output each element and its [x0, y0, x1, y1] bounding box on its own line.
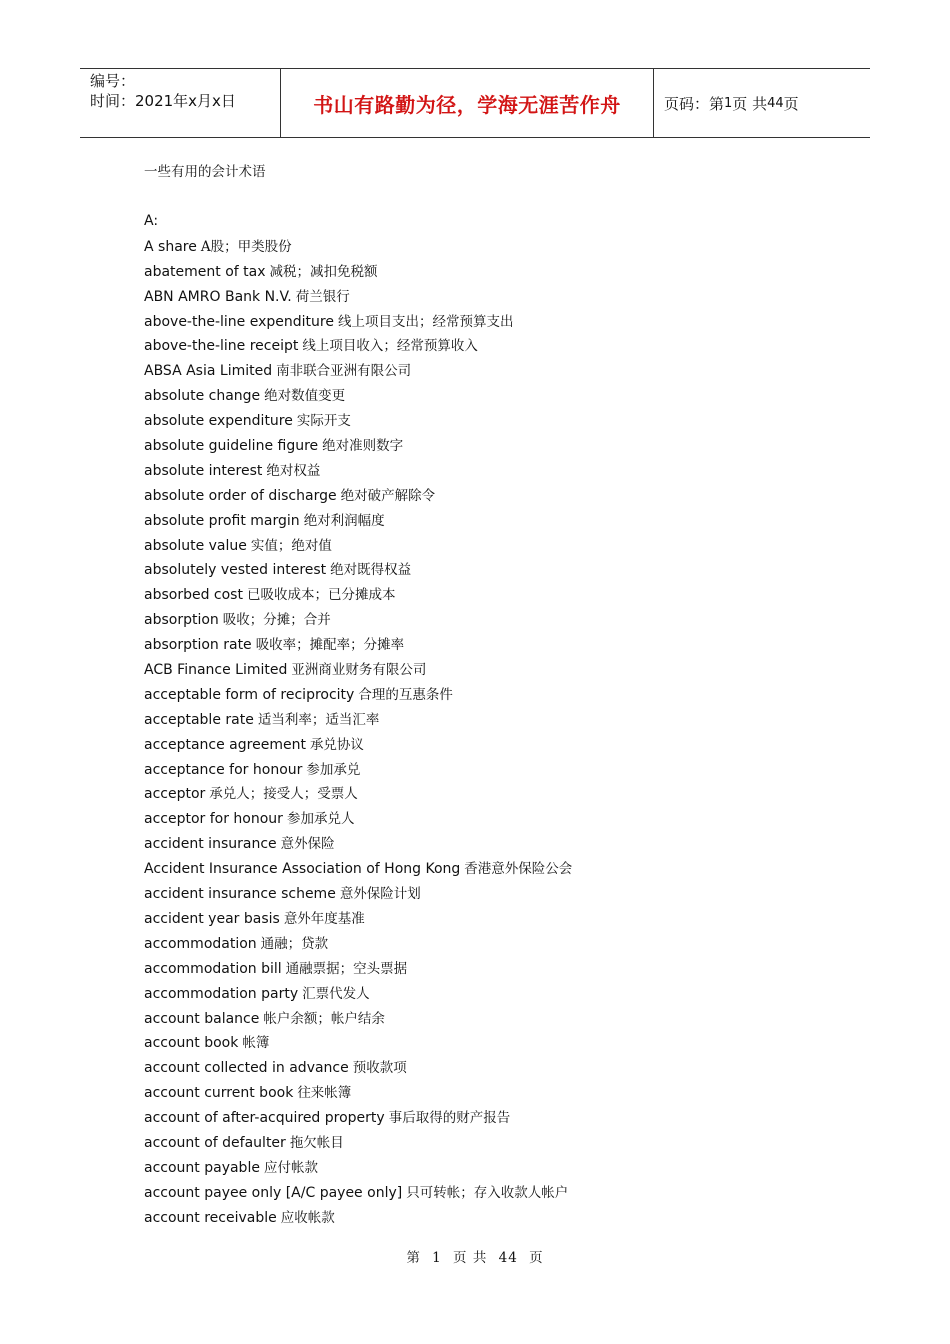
glossary-entry — [144, 831, 864, 856]
glossary-entry — [144, 358, 864, 383]
glossary-term-chinese: 线上项目收入；经常预算收入 — [302, 338, 478, 355]
glossary-term-english: account payee only [A/C payee only] — [144, 1184, 403, 1201]
header-page-mid: 页 共 — [732, 94, 768, 113]
glossary-term-chinese: 吸收；分摊；合并 — [222, 612, 331, 629]
glossary-term-chinese: 往来帐簿 — [297, 1085, 352, 1102]
glossary-term-english: abatement of tax — [144, 263, 266, 280]
glossary-term-english: account of after-acquired property — [144, 1110, 385, 1127]
glossary-term-english: absorption — [144, 612, 219, 629]
glossary-entry — [144, 408, 864, 433]
glossary-term-chinese: 适当利率；适当汇率 — [257, 711, 380, 728]
glossary-entry — [144, 657, 864, 682]
glossary-entry — [144, 1205, 864, 1230]
glossary-term-chinese: 帐簿 — [242, 1035, 270, 1052]
glossary-entry — [144, 333, 864, 358]
glossary-term-chinese: 绝对准则数字 — [322, 438, 404, 455]
glossary-term-chinese: 意外年度基准 — [283, 910, 365, 927]
glossary-term-english: ABN AMRO Bank N.V. — [144, 288, 292, 305]
footer-mid: 页 共 — [453, 1250, 488, 1266]
page-header — [80, 68, 870, 138]
glossary-entry — [144, 1130, 864, 1155]
glossary-entry — [144, 881, 864, 906]
glossary-term-chinese: 南非联合亚洲有限公司 — [276, 363, 412, 380]
glossary-entry — [144, 632, 864, 657]
glossary-term-chinese: 实值；绝对值 — [250, 537, 332, 554]
glossary-entry — [144, 1055, 864, 1080]
glossary-term-chinese: 合理的互惠条件 — [358, 686, 453, 703]
glossary-term-chinese: 参加承兑人 — [286, 811, 355, 828]
glossary-term-english: absolute order of discharge — [144, 487, 337, 504]
page-footer — [0, 1246, 950, 1266]
glossary-term-chinese: 荷兰银行 — [295, 288, 350, 305]
glossary-term-english: accident year basis — [144, 910, 280, 927]
glossary-entry — [144, 1155, 864, 1180]
glossary-term-english: absorption rate — [144, 637, 252, 654]
glossary-term-english: absolute profit margin — [144, 512, 300, 529]
glossary-entry — [144, 383, 864, 408]
glossary-term-english: absolute change — [144, 388, 261, 405]
glossary-term-english: account balance — [144, 1010, 260, 1027]
glossary-entry — [144, 1030, 864, 1055]
footer-page-total: 44 — [498, 1250, 518, 1266]
section-heading: A: — [144, 213, 159, 229]
glossary-term-english: acceptor — [144, 786, 206, 803]
glossary-term-chinese: 通融；贷款 — [260, 935, 329, 952]
glossary-term-chinese: 承兑协议 — [309, 736, 364, 753]
glossary-term-chinese: 绝对利润幅度 — [303, 512, 385, 529]
glossary-term-english: accommodation — [144, 935, 257, 952]
glossary-term-english: accident insurance — [144, 836, 277, 853]
header-motto: 书山有路勤为径，学海无涯苦作舟 — [313, 92, 621, 117]
glossary-term-chinese: 意外保险 — [280, 836, 335, 853]
glossary-entry — [144, 682, 864, 707]
glossary-term-chinese: 通融票据；空头票据 — [285, 960, 408, 977]
glossary-term-english: account of defaulter — [144, 1134, 286, 1151]
term-list — [144, 234, 864, 1230]
glossary-term-english: Accident Insurance Association of Hong Kong — [144, 861, 461, 878]
glossary-entry — [144, 732, 864, 757]
glossary-entry — [144, 309, 864, 334]
glossary-term-english: acceptance agreement — [144, 736, 306, 753]
glossary-term-english: absorbed cost — [144, 587, 243, 604]
glossary-term-chinese: 拖欠帐目 — [289, 1134, 344, 1151]
document-body — [144, 160, 864, 1230]
glossary-entry — [144, 533, 864, 558]
glossary-term-english: ABSA Asia Limited — [144, 363, 273, 380]
document-date: 时间：2021年x月x日 — [90, 92, 236, 110]
glossary-term-chinese: 事后取得的财产报告 — [388, 1110, 511, 1127]
glossary-term-chinese: 已吸收成本；已分摊成本 — [246, 587, 396, 604]
header-page-current: 1 — [724, 95, 733, 111]
glossary-term-chinese: 绝对破产解除令 — [340, 487, 436, 504]
glossary-term-chinese: 应付帐款 — [263, 1159, 318, 1176]
glossary-term-chinese: 减税；减扣免税额 — [269, 263, 378, 280]
glossary-entry — [144, 981, 864, 1006]
glossary-term-english: account receivable — [144, 1209, 277, 1226]
glossary-term-english: acceptor for honour — [144, 811, 283, 828]
glossary-term-english: A share — [144, 238, 197, 255]
glossary-entry — [144, 284, 864, 309]
header-page-suffix: 页 — [783, 94, 799, 113]
glossary-term-chinese: 预收款项 — [352, 1060, 407, 1077]
glossary-term-english: accommodation bill — [144, 960, 282, 977]
footer-prefix: 第 — [406, 1250, 421, 1266]
document-number-label: 编号： — [90, 72, 136, 90]
glossary-entry — [144, 956, 864, 981]
glossary-entry — [144, 906, 864, 931]
header-meta — [80, 69, 281, 137]
glossary-term-english: acceptance for honour — [144, 761, 303, 778]
glossary-term-english: absolute expenditure — [144, 413, 293, 430]
glossary-entry — [144, 1080, 864, 1105]
glossary-term-english: account collected in advance — [144, 1060, 349, 1077]
glossary-entry — [144, 781, 864, 806]
header-motto-cell — [281, 69, 654, 137]
glossary-term-english: absolute guideline figure — [144, 438, 319, 455]
glossary-term-chinese: 参加承兑 — [306, 761, 361, 778]
glossary-entry — [144, 856, 864, 881]
glossary-term-chinese: 意外保险计划 — [339, 886, 421, 903]
glossary-entry — [144, 234, 864, 259]
glossary-entry — [144, 806, 864, 831]
glossary-term-english: account payable — [144, 1159, 260, 1176]
glossary-term-chinese: 绝对既得权益 — [330, 562, 412, 579]
glossary-term-chinese: 只可转帐；存入收款人帐户 — [406, 1184, 569, 1201]
glossary-term-chinese: A股；甲类股份 — [200, 238, 292, 255]
document-title: 一些有用的会计术语 — [144, 164, 266, 180]
glossary-term-english: above-the-line receipt — [144, 338, 299, 355]
glossary-term-english: acceptable rate — [144, 711, 254, 728]
glossary-term-english: absolute interest — [144, 462, 263, 479]
glossary-term-chinese: 汇票代发人 — [302, 985, 370, 1002]
glossary-entry — [144, 433, 864, 458]
glossary-term-chinese: 承兑人；接受人；受票人 — [209, 786, 358, 803]
glossary-term-english: account book — [144, 1035, 239, 1052]
glossary-entry — [144, 508, 864, 533]
footer-page-current: 1 — [432, 1250, 442, 1266]
glossary-term-english: account current book — [144, 1085, 294, 1102]
glossary-entry — [144, 757, 864, 782]
glossary-entry — [144, 607, 864, 632]
glossary-entry — [144, 557, 864, 582]
glossary-term-english: ACB Finance Limited — [144, 662, 288, 679]
glossary-term-chinese: 绝对数值变更 — [264, 388, 346, 405]
header-page-total: 44 — [767, 95, 784, 111]
glossary-term-chinese: 实际开支 — [296, 413, 351, 430]
glossary-term-english: absolutely vested interest — [144, 562, 327, 579]
header-page-prefix: 页码：第 — [664, 94, 725, 113]
glossary-term-chinese: 绝对权益 — [266, 462, 321, 479]
glossary-term-chinese: 香港意外保险公会 — [464, 861, 573, 878]
glossary-entry — [144, 707, 864, 732]
glossary-entry — [144, 1006, 864, 1031]
glossary-entry — [144, 582, 864, 607]
glossary-term-english: accommodation party — [144, 985, 299, 1002]
glossary-entry — [144, 1105, 864, 1130]
glossary-entry — [144, 1180, 864, 1205]
glossary-entry — [144, 259, 864, 284]
glossary-term-chinese: 亚洲商业财务有限公司 — [291, 662, 427, 679]
glossary-entry — [144, 931, 864, 956]
glossary-entry — [144, 458, 864, 483]
footer-suffix: 页 — [529, 1250, 544, 1266]
glossary-term-chinese: 帐户余额；帐户结余 — [263, 1010, 385, 1027]
glossary-term-english: acceptable form of reciprocity — [144, 686, 355, 703]
glossary-term-english: above-the-line expenditure — [144, 313, 334, 330]
header-page-indicator — [654, 69, 870, 137]
glossary-term-chinese: 应收帐款 — [280, 1209, 335, 1226]
glossary-entry — [144, 483, 864, 508]
glossary-term-english: absolute value — [144, 537, 247, 554]
glossary-term-chinese: 吸收率；摊配率；分摊率 — [255, 637, 405, 654]
glossary-term-english: accident insurance scheme — [144, 886, 336, 903]
glossary-term-chinese: 线上项目支出；经常预算支出 — [337, 313, 514, 330]
